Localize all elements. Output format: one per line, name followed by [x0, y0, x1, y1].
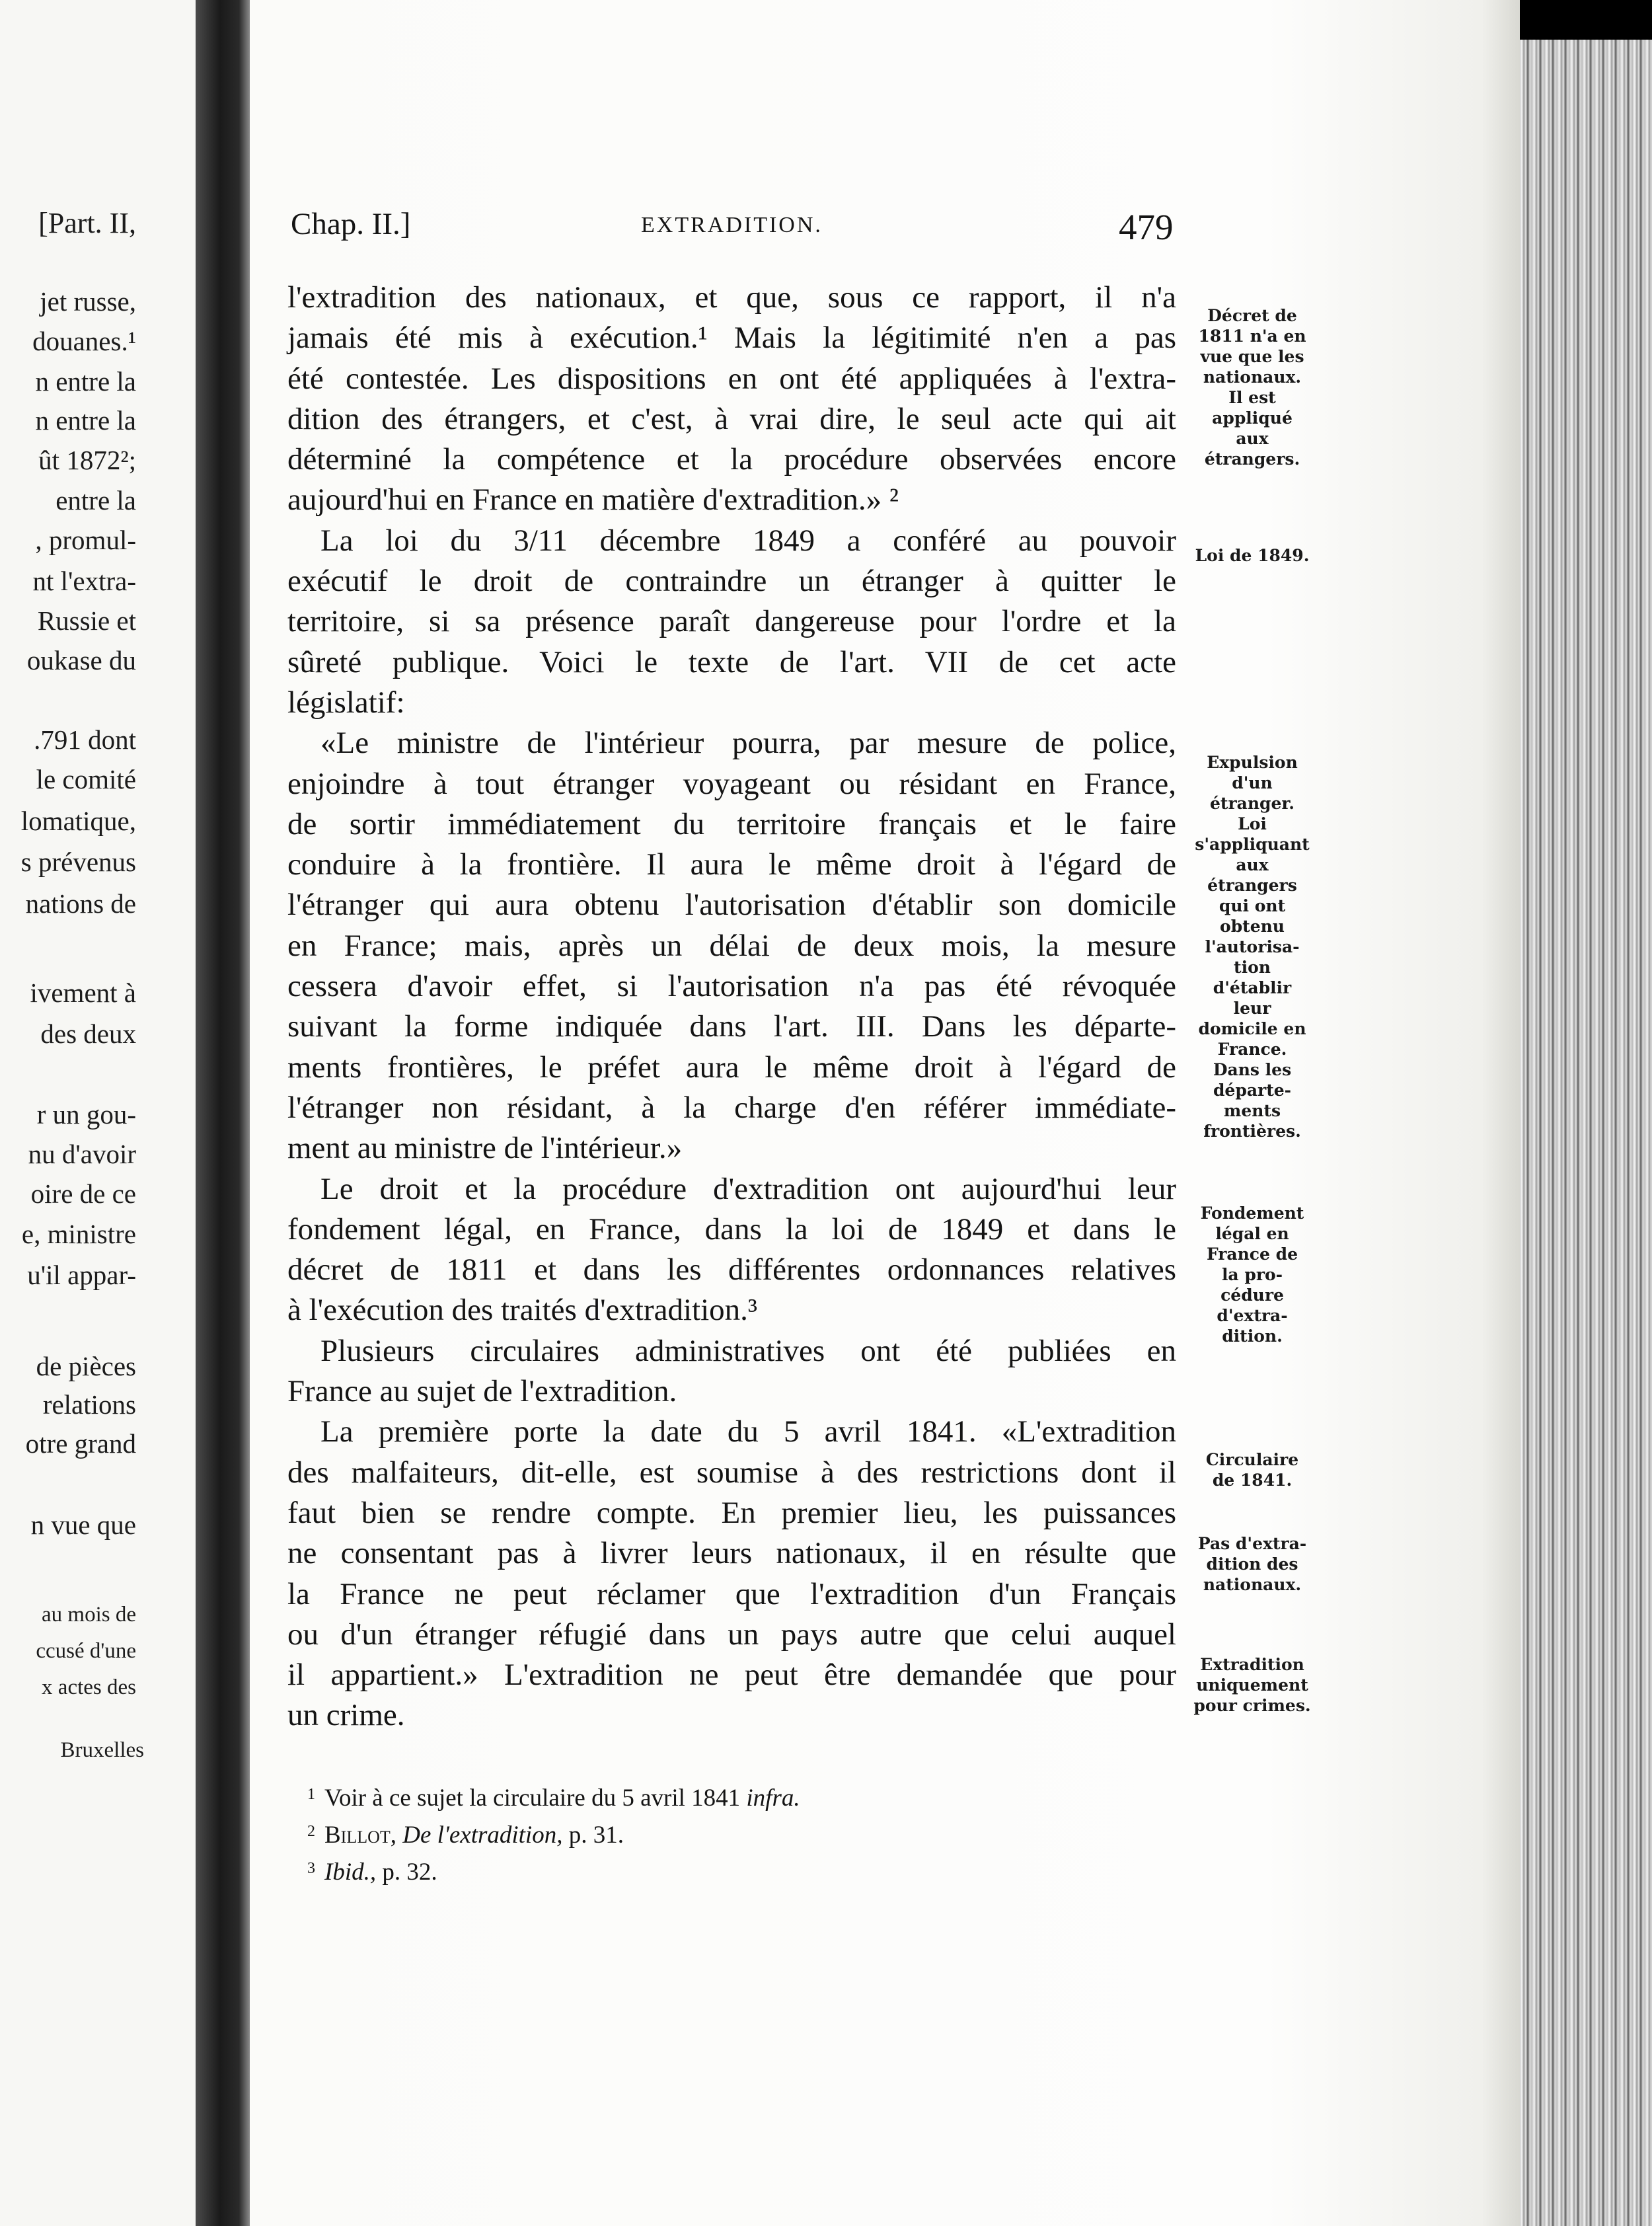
margin-note-line: vue que les: [1200, 347, 1304, 366]
text-line: fondement légal, en France, dans la loi de 1849 et dans le: [287, 1211, 1176, 1247]
margin-note-line: de 1841.: [1212, 1471, 1293, 1490]
footnote-2: [307, 1815, 1166, 1852]
text-line: ment au ministre de l'intérieur.»: [287, 1131, 683, 1166]
text-line: ments frontières, le préfet aura le même droit à l'égard de: [287, 1050, 1176, 1085]
footnote-title: De l'extradition,: [402, 1822, 563, 1849]
margin-note-line: domicile en: [1198, 1019, 1306, 1038]
text-line: exécutif le droit de contraindre un étranger à quitter le: [287, 564, 1176, 599]
footnote-mark: 3: [307, 1860, 315, 1877]
margin-note-line: étrangers: [1207, 876, 1297, 895]
margin-note-line: Circulaire: [1205, 1450, 1299, 1469]
text-line: territoire, si sa présence paraît dangereuse pour l'ordre et la: [287, 604, 1176, 639]
margin-note-line: Extradition: [1200, 1655, 1304, 1674]
text-line: un crime.: [287, 1698, 405, 1733]
text-line: décret de 1811 et dans les différentes ordonnances relatives: [287, 1252, 1176, 1287]
left-page-line: ivement à: [30, 978, 136, 1008]
margin-note-line: légal en: [1215, 1224, 1289, 1243]
running-title: EXTRADITION.: [641, 213, 823, 237]
margin-note-line: ments: [1223, 1101, 1281, 1120]
left-page-footnote-line: au mois de: [42, 1603, 136, 1627]
margin-note-line: cédure: [1220, 1286, 1284, 1305]
left-page: [0, 0, 196, 2226]
left-page-line: n entre la: [35, 366, 136, 397]
book-gutter: [196, 0, 250, 2226]
margin-note-line: nationaux.: [1203, 1575, 1302, 1594]
margin-note-line: pour crimes.: [1193, 1696, 1311, 1715]
left-page-line: ût 1872²;: [38, 445, 136, 475]
left-page-line: nt l'extra-: [32, 566, 136, 596]
left-page-line: .791 dont: [34, 724, 136, 755]
text-line: Plusieurs circulaires administratives ont été publiées en: [320, 1333, 1176, 1368]
text-line: suivant la forme indiquée dans l'art. III. Dans les départe-: [287, 1009, 1176, 1044]
margin-note-line: d'extra-: [1217, 1306, 1288, 1325]
left-page-line: nations de: [25, 888, 136, 919]
margin-note-line: nationaux.: [1203, 367, 1302, 387]
margin-note-line: aux: [1236, 855, 1269, 874]
left-page-line: relations: [42, 1389, 136, 1420]
margin-note-line: d'un: [1232, 773, 1273, 792]
left-page-line: , promul-: [35, 525, 136, 555]
margin-note-line: s'appliquant: [1195, 835, 1310, 854]
left-page-line: de pièces: [36, 1351, 136, 1381]
margin-note-line: France.: [1217, 1040, 1287, 1059]
left-page-line: oukase du: [26, 645, 136, 675]
footnote-italic: Ibid.,: [324, 1859, 377, 1886]
text-line: France au sujet de l'extradition.: [287, 1374, 677, 1409]
margin-note-circulaire-1841: [1183, 1449, 1322, 1490]
text-line: en France; mais, après un délai de deux mois, la mesure: [287, 928, 1176, 963]
footnote-author: Billot,: [324, 1822, 397, 1849]
background: [1520, 0, 1652, 40]
text-line: sûreté publique. Voici le texte de l'art. VII de cet acte: [287, 644, 1176, 679]
text-line: La loi du 3/11 décembre 1849 a conféré au pouvoir: [320, 523, 1176, 558]
margin-note-line: France de: [1206, 1245, 1298, 1264]
margin-note-extradition-crimes: [1183, 1654, 1322, 1716]
margin-note-line: dition.: [1222, 1326, 1283, 1346]
text-line: conduire à la frontière. Il aura le même droit à l'égard de: [287, 847, 1176, 882]
left-page-footnote-line: ccusé d'une: [36, 1639, 136, 1663]
left-page-line: douanes.¹: [32, 326, 136, 356]
left-page-line: le comité: [36, 764, 136, 794]
text-line: l'étranger qui aura obtenu l'autorisation d'établir son domicile: [287, 888, 1176, 923]
text-line: «Le ministre de l'intérieur pourra, par mesure de police,: [320, 726, 1176, 761]
margin-note-line: Fondement: [1200, 1204, 1304, 1223]
left-page-line: n vue que: [30, 1510, 136, 1540]
text-line: dition des étrangers, et c'est, à vrai dire, le seul acte qui ait: [287, 401, 1176, 436]
text-line: Le droit et la procédure d'extradition ont aujourd'hui leur: [320, 1171, 1176, 1206]
text-line: ne consentant pas à livrer leurs nationaux, il en résulte que: [287, 1536, 1176, 1571]
margin-note-line: aux: [1236, 429, 1269, 448]
left-page-line: oire de ce: [30, 1178, 136, 1209]
margin-note-line: étranger.: [1210, 794, 1295, 813]
left-page-line: lomatique,: [20, 806, 136, 836]
margin-note-line: d'établir: [1213, 978, 1292, 997]
left-page-line: entre la: [56, 485, 136, 516]
left-page-line: des deux: [40, 1018, 136, 1049]
margin-note-line: la pro-: [1221, 1265, 1283, 1284]
margin-note-line: obtenu: [1220, 917, 1285, 936]
left-page-header: [Part. II,: [38, 207, 136, 239]
text-line: aujourd'hui en France en matière d'extradition.» ²: [287, 482, 899, 518]
margin-note-fondement-legal: [1183, 1203, 1322, 1346]
text-line: l'étranger non résidant, à la charge d'en référer immédiate-: [287, 1090, 1176, 1125]
margin-note-line: dition des: [1206, 1554, 1298, 1574]
margin-note-loi-1849: [1183, 545, 1322, 566]
footnote-3: [307, 1852, 1166, 1889]
text-line: à l'exécution des traités d'extradition.³: [287, 1293, 757, 1328]
text-line: législatif:: [287, 685, 405, 720]
margin-note-line: Il est: [1228, 388, 1276, 407]
margin-note-line: leur: [1233, 999, 1271, 1018]
margin-note-line: Dans les: [1213, 1060, 1292, 1079]
margin-note-line: 1811 n'a en: [1198, 326, 1306, 346]
margin-note-line: départe-: [1213, 1081, 1292, 1100]
left-page-line: jet russe,: [40, 286, 136, 317]
text-line: faut bien se rendre compte. En premier lieu, les puissances: [287, 1495, 1176, 1530]
left-page-footnote-line: Bruxelles: [60, 1738, 144, 1762]
margin-note-line: étrangers.: [1204, 449, 1300, 469]
text-line: la France ne peut réclamer que l'extradition d'un Français: [287, 1576, 1176, 1611]
left-page-line: otre grand: [25, 1428, 136, 1459]
text-line: des malfaiteurs, dit-elle, est soumise à des restrictions dont il: [287, 1455, 1176, 1490]
page-number: 479: [1119, 207, 1174, 247]
margin-note-line: Pas d'extra-: [1197, 1534, 1307, 1553]
margin-note-line: uniquement: [1196, 1675, 1308, 1695]
left-page-line: s prévenus: [20, 847, 136, 877]
margin-note-pas-extradition: [1183, 1533, 1322, 1595]
text-line: il appartient.» L'extradition ne peut être demandée que pour: [287, 1658, 1176, 1693]
footnote-italic: infra.: [746, 1785, 800, 1812]
left-page-line: u'il appar-: [27, 1260, 136, 1290]
text-line: La première porte la date du 5 avril 1841. «L'extradition: [320, 1414, 1176, 1449]
left-page-line: e, ministre: [21, 1219, 136, 1249]
footnote-mark: 1: [307, 1786, 315, 1803]
margin-note-line: Loi: [1238, 814, 1267, 833]
text-line: de sortir immédiatement du territoire français et le faire: [287, 806, 1176, 841]
footnote-text: p. 32.: [382, 1859, 437, 1886]
chapter-heading: Chap. II.]: [291, 207, 411, 241]
footnote-text: p. 31.: [568, 1822, 624, 1849]
margin-note-line: frontières.: [1203, 1122, 1301, 1141]
margin-note-line: appliqué: [1212, 408, 1293, 428]
text-line: l'extradition des nationaux, et que, sous ce rapport, il n'a: [287, 280, 1176, 315]
footnote-text: Voir à ce sujet la circulaire du 5 avril 1841: [324, 1785, 741, 1812]
left-page-line: r un gou-: [36, 1099, 136, 1130]
footnote-1: [307, 1778, 1166, 1815]
margin-note-line: Expulsion: [1207, 753, 1298, 772]
footnote-mark: 2: [307, 1823, 315, 1840]
text-line: ou d'un étranger réfugié dans un pays autre que celui auquel: [287, 1617, 1176, 1652]
margin-note-line: tion: [1234, 958, 1271, 977]
text-line: cessera d'avoir effet, si l'autorisation n'a pas été révoquée: [287, 969, 1176, 1004]
text-line: jamais été mis à exécution.¹ Mais la légitimité n'en a pas: [287, 321, 1176, 356]
margin-note-line: l'autorisa-: [1205, 937, 1300, 956]
text-line: été contestée. Les dispositions en ont été appliquées à l'extra-: [287, 361, 1176, 396]
margin-note-expulsion: [1183, 752, 1322, 1141]
text-line: enjoindre à tout étranger voyageant ou résidant en France,: [287, 766, 1176, 801]
margin-note-line: qui ont: [1219, 896, 1286, 915]
body-text: [287, 278, 1176, 1736]
left-page-line: n entre la: [35, 405, 136, 436]
left-page-line: nu d'avoir: [28, 1139, 136, 1169]
margin-note-line: Loi de 1849.: [1195, 546, 1310, 565]
margin-note-line: Décret de: [1207, 306, 1297, 325]
page-edges: [1520, 40, 1652, 2226]
left-page-footnote-line: x actes des: [42, 1675, 136, 1699]
left-page-line: Russie et: [37, 605, 136, 636]
text-line: déterminé la compétence et la procédure observées encore: [287, 442, 1176, 477]
margin-note-decret-1811: [1183, 305, 1322, 469]
footnotes: [307, 1778, 1166, 1889]
